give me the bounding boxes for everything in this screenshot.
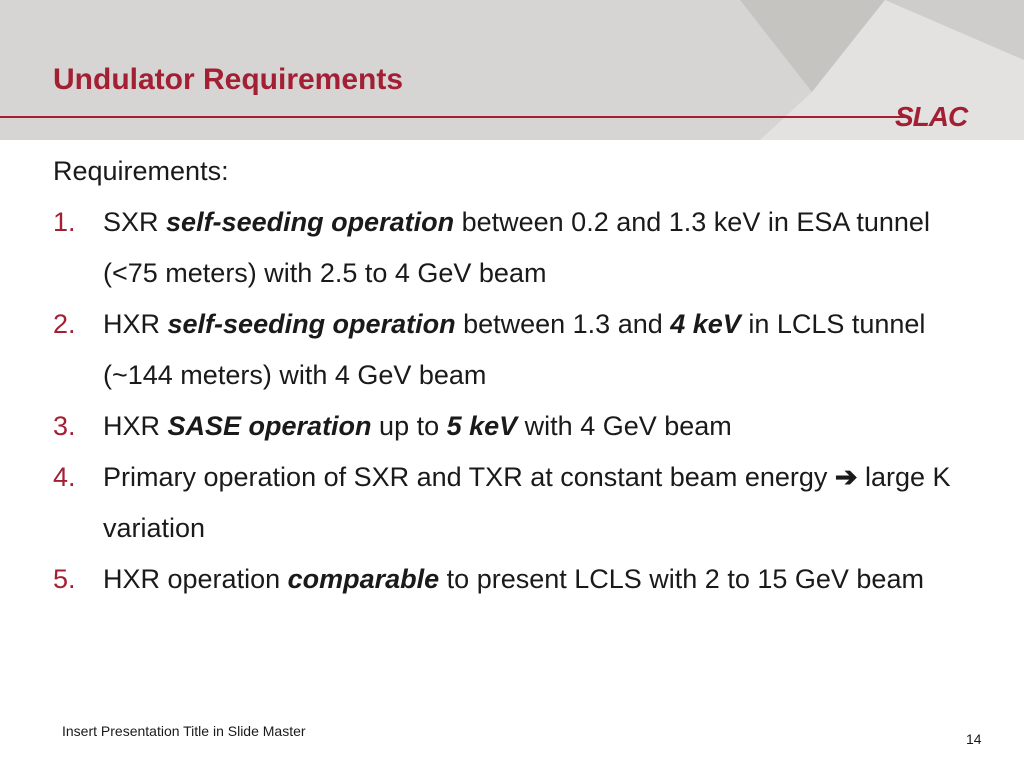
svg-text:SLAC: SLAC bbox=[895, 101, 968, 132]
footer-presentation-title: Insert Presentation Title in Slide Master bbox=[62, 723, 306, 739]
item-text: between 1.3 and bbox=[455, 309, 671, 339]
item-emphasis: self-seeding operation bbox=[166, 207, 455, 237]
title-rule bbox=[0, 116, 905, 118]
item-text: HXR operation bbox=[103, 564, 288, 594]
item-text: SXR bbox=[103, 207, 167, 237]
list-number: 3. bbox=[53, 411, 76, 441]
page-number: 14 bbox=[966, 731, 982, 747]
slide-title: Undulator Requirements bbox=[53, 63, 404, 96]
list-item bbox=[53, 197, 973, 299]
item-text: to present LCLS with 2 to 15 GeV beam bbox=[439, 564, 924, 594]
item-text: large K variation bbox=[103, 462, 951, 543]
list-number: 1. bbox=[53, 207, 76, 237]
item-emphasis: comparable bbox=[287, 564, 440, 594]
list-item bbox=[53, 401, 973, 452]
slide-body bbox=[53, 146, 973, 605]
item-emphasis: 4 keV bbox=[670, 309, 741, 339]
item-text: with 4 GeV beam bbox=[517, 411, 732, 441]
item-text: between 0.2 and 1.3 keV in ESA tunnel (<75 meters) with 2.5 to 4 GeV beam bbox=[103, 207, 930, 288]
item-text: in LCLS tunnel (~144 meters) with 4 GeV beam bbox=[103, 309, 926, 390]
list-item bbox=[53, 554, 973, 605]
list-number: 5. bbox=[53, 564, 76, 594]
item-text: HXR bbox=[103, 309, 168, 339]
list-item bbox=[53, 299, 973, 401]
list-number: 4. bbox=[53, 462, 76, 492]
item-emphasis: 5 keV bbox=[446, 411, 518, 441]
item-text: up to bbox=[371, 411, 447, 441]
arrow-icon: ➔ bbox=[834, 462, 858, 492]
requirements-list bbox=[53, 197, 973, 605]
requirements-heading: Requirements: bbox=[53, 156, 229, 186]
list-number: 2. bbox=[53, 309, 76, 339]
list-item bbox=[53, 452, 973, 554]
item-text: Primary operation of SXR and TXR at constant beam energy bbox=[103, 462, 835, 492]
item-emphasis: self-seeding operation bbox=[167, 309, 456, 339]
slac-logo bbox=[895, 98, 975, 132]
item-emphasis: SASE operation bbox=[167, 411, 372, 441]
item-text: HXR bbox=[103, 411, 168, 441]
